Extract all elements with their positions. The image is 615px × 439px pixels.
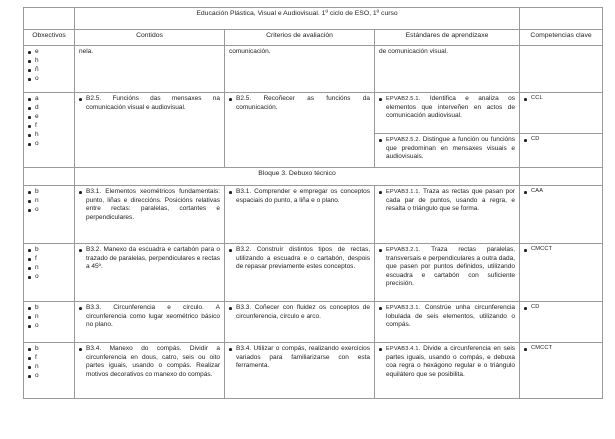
- objective-item: o: [28, 273, 70, 282]
- competence-item: CCL: [524, 95, 598, 102]
- header-objectives: Obxectivos: [24, 30, 75, 46]
- course-title-spacer: [24, 8, 75, 30]
- standard-code: EPVAB2.5.2.: [386, 137, 421, 143]
- objective-item: d: [28, 104, 70, 113]
- competences-cell: [520, 93, 603, 134]
- header-standards: Estándares de aprendizaxe: [375, 30, 520, 46]
- objectives-cell: [24, 343, 75, 399]
- course-title-spacer-right: [520, 8, 603, 30]
- objectives-cell: [24, 46, 75, 93]
- competence-item: CD: [524, 136, 598, 143]
- block-heading-row: [24, 168, 603, 186]
- standard-text: Traza rectas paralelas, transversais e perpendiculares a outra dada, que pasen por puntos definidos, utilizando escuadra e cartabón con suficiente precisión.: [386, 246, 516, 288]
- objective-item: h: [28, 57, 70, 66]
- objective-item: ñ: [28, 66, 70, 75]
- criteria-text: B3.2. Construír distintos tipos de rectas, utilizando a escuadra e o cartabón, despois de repasar previamente estes conceptos.: [229, 246, 370, 272]
- objective-item: h: [28, 131, 70, 140]
- content-cell: [75, 244, 225, 302]
- competence-item: CAA: [524, 188, 598, 195]
- criteria-cell: [225, 343, 375, 399]
- content-text: B2.5. Funcións das mensaxes na comunicación visual e audiovisual.: [79, 95, 220, 112]
- header-competences: Competencias clave: [520, 30, 603, 46]
- content-text: B3.3. Circunferencia e círculo. A circunferencia como lugar xeométrico básico no plano.: [79, 304, 220, 330]
- standard-code: EPVAB2.5.1.: [386, 96, 421, 102]
- standard-text: Identifica e analiza os elementos que interveñen en actos de comunicación audiovisual.: [386, 95, 516, 120]
- standard-code: EPVAB3.2.1.: [386, 247, 421, 253]
- header-criteria: Criterios de avaliación: [225, 30, 375, 46]
- competence-item: CMCCT: [524, 345, 598, 352]
- criteria-cell: [225, 186, 375, 244]
- standard-item: [379, 188, 515, 214]
- objective-item: o: [28, 322, 70, 331]
- criteria-cell: [225, 93, 375, 168]
- objective-item: f: [28, 354, 70, 363]
- standards-cell: [375, 244, 520, 302]
- standard-text: Distingue a función ou funcións que predominan en mensaxes visuais e audiovisuais.: [386, 136, 516, 161]
- curriculum-table: [23, 7, 603, 399]
- course-title-row: [24, 8, 603, 30]
- standard-text: Constrúe unha circunferencia lobulada de seis elementos, utilizando o compás.: [386, 304, 516, 329]
- objectives-cell: [24, 244, 75, 302]
- standard-item: [379, 345, 515, 379]
- content-text: B3.1. Elementos xeométricos fundamentais: punto, liñas e direccións. Posicións relativas entre rectas: paralelas, cortantes e perpendiculares.: [79, 188, 220, 222]
- objective-item: o: [28, 140, 70, 149]
- competences-cell: [520, 46, 603, 93]
- standard-code: EPVAB3.3.1.: [386, 305, 421, 311]
- content-text: B3.4. Manexo do compás. Dividir a circunferencia en dous, catro, seis ou oito partes iguais, usando o compás. Realizar motivos decorativos co manexo do compás.: [79, 345, 220, 379]
- objectives-cell: [24, 186, 75, 244]
- objectives-cell: [24, 93, 75, 168]
- course-title: Educación Plástica, Visual e Audiovisual. 1º ciclo de ESO, 1º curso: [75, 8, 520, 30]
- competences-cell: [520, 244, 603, 302]
- content-text: nela.: [79, 48, 94, 55]
- table-row: [24, 302, 603, 343]
- standard-text: Divide a circunferencia en seis partes iguais, usando o compás, e debuxa coa regra o hexágono regular e o triángulo equilátero que se posibilita.: [386, 345, 516, 378]
- block-heading-spacer-right: [520, 168, 603, 186]
- criteria-text: comunicación.: [229, 48, 271, 55]
- objective-item: n: [28, 363, 70, 372]
- standard-code: EPVAB3.4.1.: [386, 346, 421, 352]
- standard-text: Traza as rectas que pasan por cada par de puntos, usando a regra, e resalta o triángulo que se forma.: [386, 188, 516, 213]
- standard-code: EPVAB3.1.1.: [386, 189, 421, 195]
- objective-item: b: [28, 188, 70, 197]
- objective-item: f: [28, 122, 70, 131]
- competences-cell: [520, 134, 603, 168]
- standards-cell: [375, 186, 520, 244]
- table-row: [24, 93, 603, 134]
- block-heading-spacer: [24, 168, 75, 186]
- criteria-text: B3.1. Comprender e empregar os conceptos espaciais do punto, a liña e o plano.: [229, 188, 370, 205]
- competences-cell: [520, 343, 603, 399]
- objective-item: o: [28, 372, 70, 381]
- table-row: [24, 244, 603, 302]
- objective-item: b: [28, 304, 70, 313]
- table-row: [24, 343, 603, 399]
- standard-item: [379, 304, 515, 330]
- objective-item: o: [28, 75, 70, 84]
- objective-item: n: [28, 313, 70, 322]
- objectives-cell: [24, 302, 75, 343]
- standards-cell: [375, 134, 520, 168]
- criteria-cell: [225, 244, 375, 302]
- standards-cell: [375, 93, 520, 134]
- criteria-cell: [225, 302, 375, 343]
- standard-item: [379, 136, 515, 162]
- objective-item: b: [28, 345, 70, 354]
- competences-cell: [520, 302, 603, 343]
- objective-item: n: [28, 264, 70, 273]
- content-text: B3.2. Manexo da escuadra e cartabón para o trazado de paralelas, perpendiculares e rectas a 45º.: [79, 246, 220, 272]
- objective-item: o: [28, 206, 70, 215]
- column-header-row: [24, 30, 603, 46]
- content-cell: [75, 46, 225, 93]
- criteria-text: B2.5. Recoñecer as funcións da comunicación.: [229, 95, 370, 112]
- header-contents: Contidos: [75, 30, 225, 46]
- competences-cell: [520, 186, 603, 244]
- content-cell: [75, 186, 225, 244]
- standard-item: [379, 95, 515, 121]
- table-row: [24, 186, 603, 244]
- content-cell: [75, 302, 225, 343]
- standard-item: [379, 246, 515, 289]
- criteria-text: B3.4. Utilizar o compás, realizando exercicios variados para familiarizarse con esta ferramenta.: [229, 345, 370, 371]
- objective-item: e: [28, 113, 70, 122]
- competence-item: CD: [524, 304, 598, 311]
- content-cell: [75, 343, 225, 399]
- block-heading: Bloque 3. Debuxo técnico: [75, 168, 520, 186]
- objective-item: e: [28, 48, 70, 57]
- table-row: [24, 46, 603, 93]
- standards-cell: [375, 343, 520, 399]
- standard-text: de comunicación visual.: [379, 48, 449, 55]
- objective-item: b: [28, 246, 70, 255]
- criteria-cell: [225, 46, 375, 93]
- standards-cell: [375, 302, 520, 343]
- objective-item: a: [28, 95, 70, 104]
- objective-item: n: [28, 197, 70, 206]
- criteria-text: B3.3. Coñecer con fluidez os conceptos de circunferencia, círculo e arco.: [229, 304, 370, 321]
- objective-item: f: [28, 255, 70, 264]
- standards-cell: [375, 46, 520, 93]
- content-cell: [75, 93, 225, 168]
- competence-item: CMCCT: [524, 246, 598, 253]
